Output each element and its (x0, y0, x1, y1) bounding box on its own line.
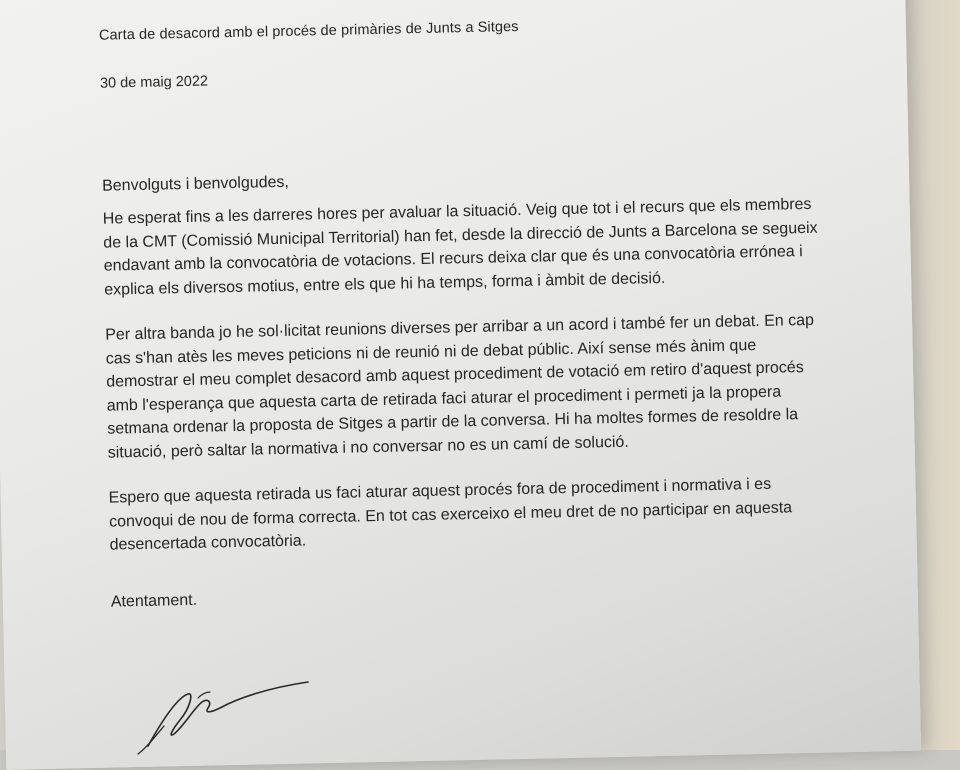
letter-title: Carta de desacord amb el procés de primàries de Junts a Sitges (98, 18, 519, 44)
letter-closing: Atentament. (110, 591, 198, 611)
paragraph-3: Espero que aquesta retirada us faci aturar aquest procés fora de procediment i normativa i es convoqui de nou de forma correcta. En tot cas exerceixo el meu dret de no participar en aquesta desencertada convocatòria. (108, 475, 793, 554)
letter-greeting: Benvolguts i benvolgudes, (101, 173, 290, 195)
handwritten-signature (128, 668, 328, 758)
paragraph-1: He esperat fins a les darreres hores per avaluar la situació. Veig que tot i el recurs que els membres de la CMT (Comissió Municipal Territorial) han fet, desde la direcció de Junts a Barcelona se segueix endavant amb la convocatòria de votacions. El recurs deixa clar que és una convocatòria errónea i explica els diversos motius, entre els que hi ha temps, forma i àmbit de decisió. (102, 195, 818, 299)
paragraph-2: Per altra banda jo he sol·licitat reunions diverses per arribar a un acord i també fer un debat. En cap cas s'han atès les meves peticions ni de reunió ni de debat públic. Així sense més ànim que demostrar el meu complet desacord amb aquest procediment de votació em retiro d'aquest procés amb l'esperança que aquesta carta de retirada faci aturar el procediment i permeti ja la propera setmana ordenar la proposta de Sitges a partir de la conversa. Hi ha moltes formes de resoldre la situació, però saltar la normativa i no conversar no es un camí de solució. (105, 311, 815, 462)
letter-date: 30 de maig 2022 (99, 73, 209, 92)
letter-body (99, 13, 831, 611)
